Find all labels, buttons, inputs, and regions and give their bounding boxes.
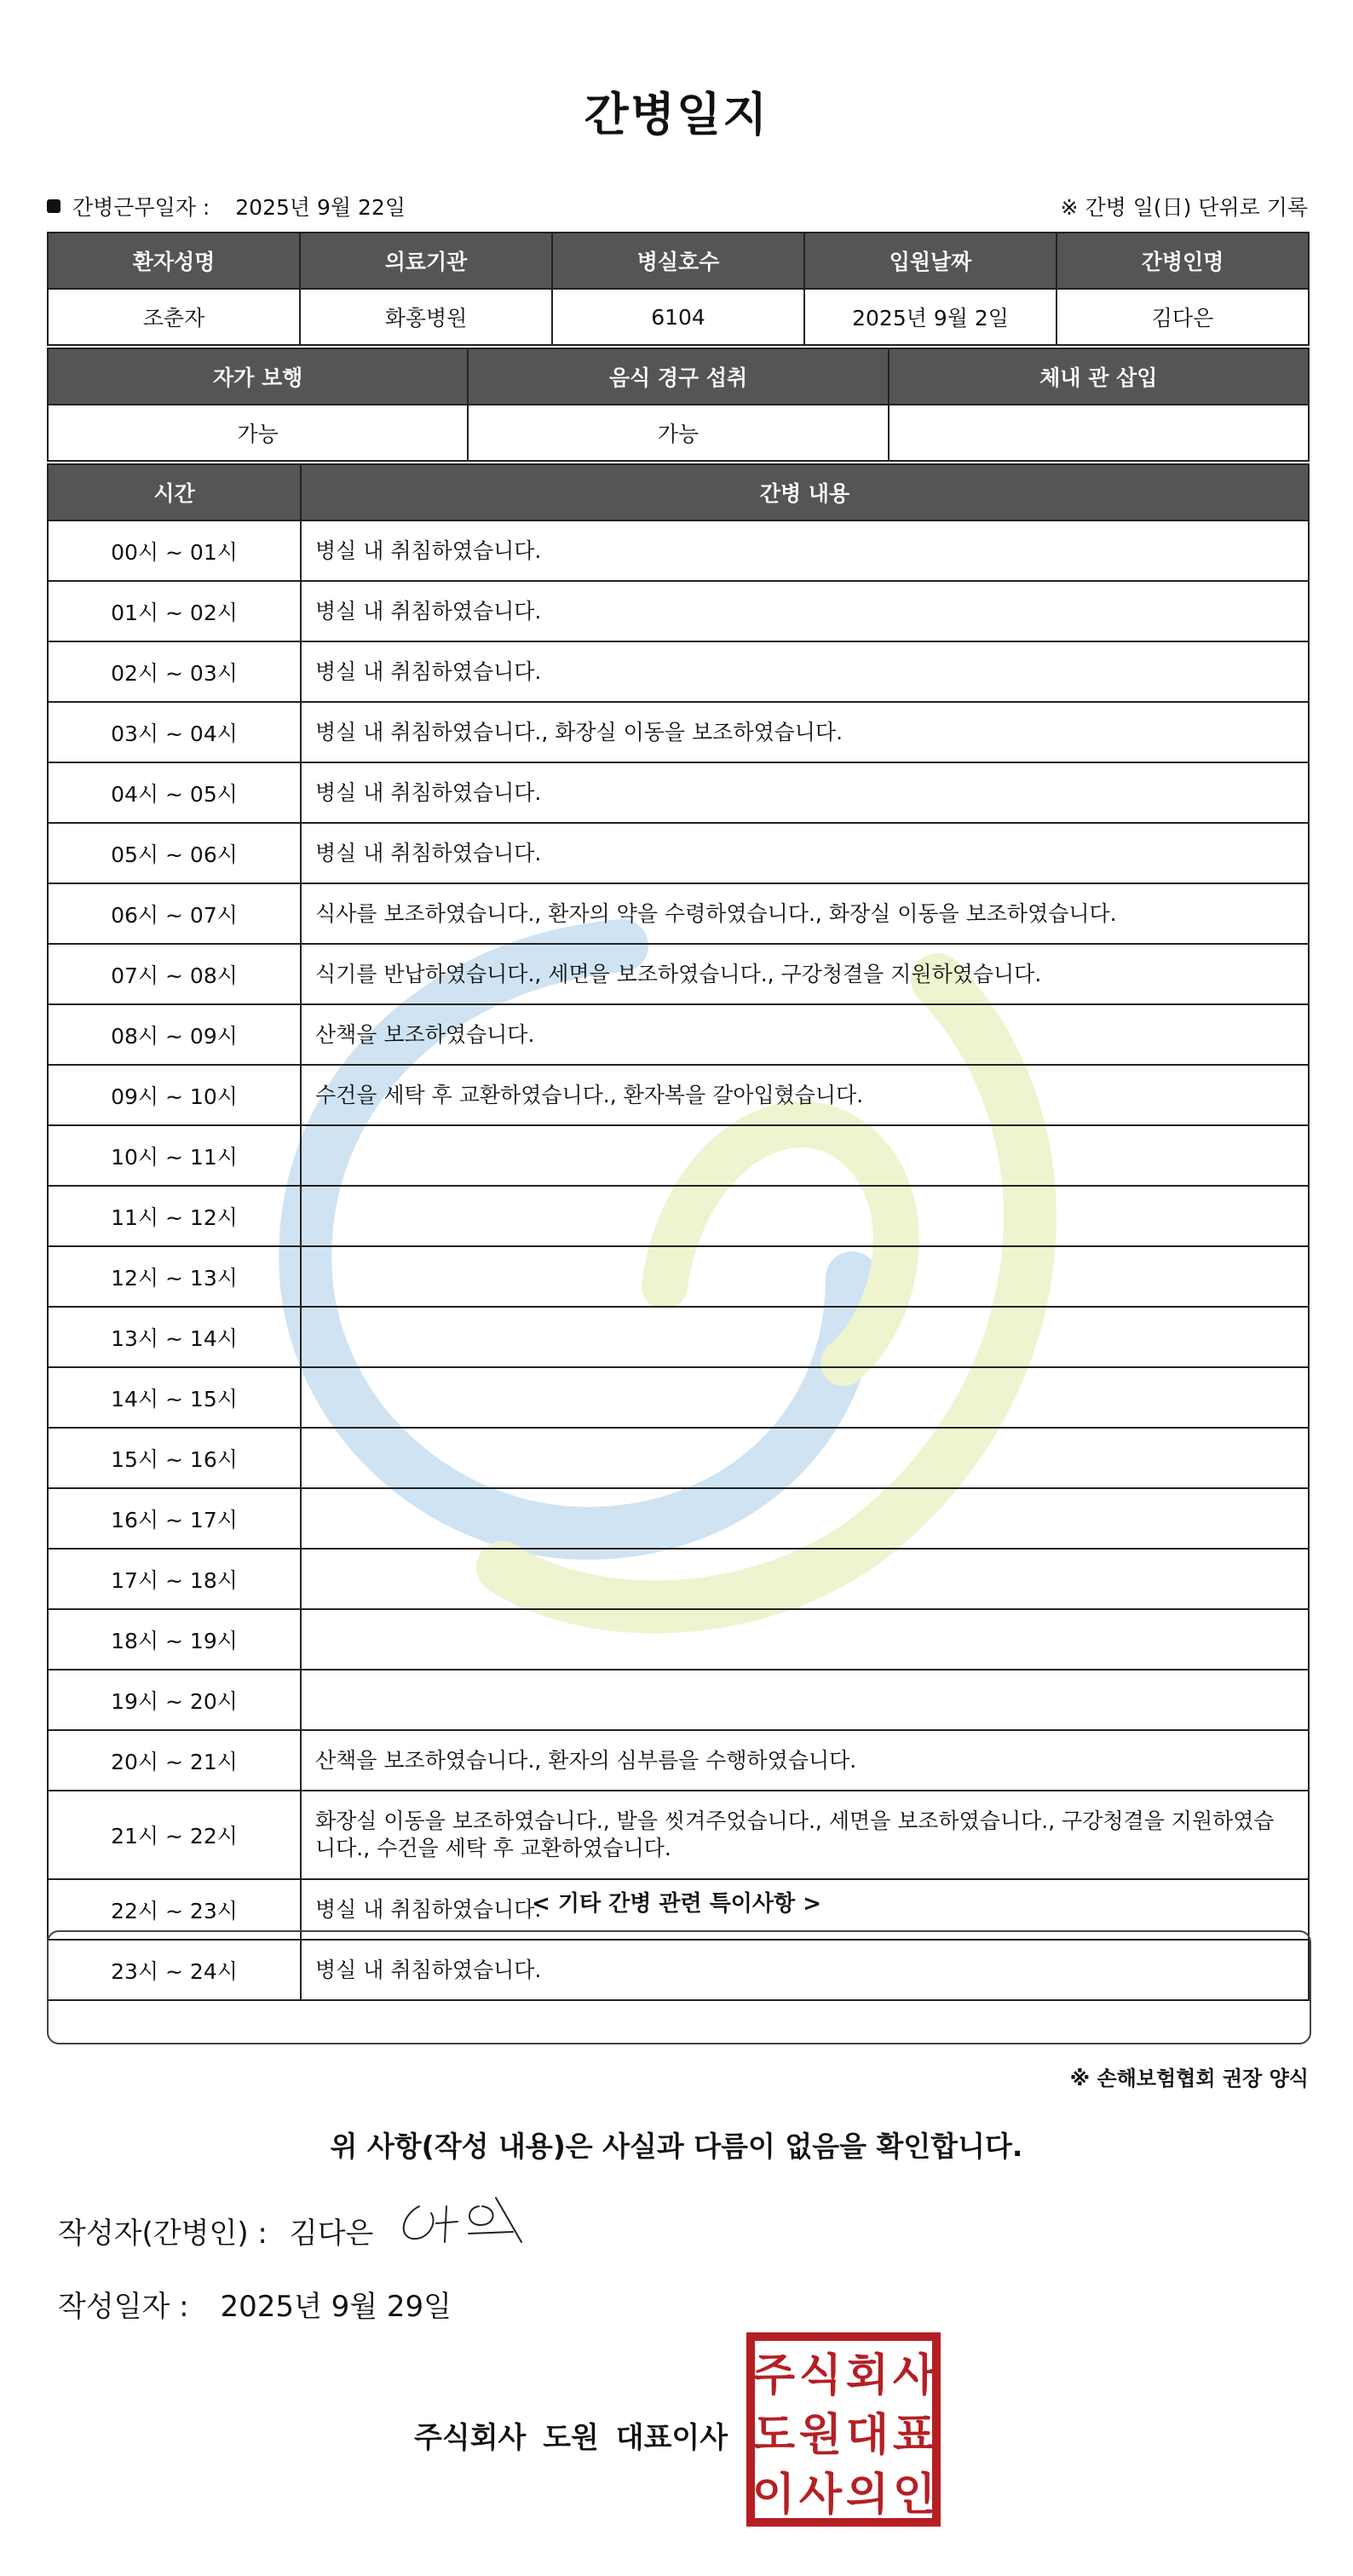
- record-note: ※ 간병 일(日) 단위로 기록: [1060, 195, 1308, 220]
- seal-char: 사: [798, 2470, 843, 2521]
- care-content: 산책을 보조하였습니다.: [301, 1004, 1309, 1065]
- care-log-row: [48, 1246, 1309, 1307]
- patient-info-value-row: [48, 289, 1309, 345]
- care-log-row: [48, 520, 1309, 581]
- care-content: [301, 1367, 1309, 1428]
- care-content: [301, 1488, 1309, 1549]
- seal-char: 이: [751, 2470, 796, 2521]
- work-date-value: 2025년 9월 22일: [235, 195, 406, 220]
- care-content: 수건을 세탁 후 교환하였습니다., 환자복을 갈아입혔습니다.: [301, 1065, 1309, 1125]
- ability-table: [47, 348, 1310, 462]
- time-slot: 21시 ~ 22시: [48, 1791, 301, 1879]
- writer-label: 작성자(간병인) :: [58, 2217, 268, 2251]
- seal-char: 주: [751, 2350, 796, 2401]
- care-log-row: [48, 702, 1309, 762]
- company-name: 주식회사 도원 대표이사: [414, 2421, 728, 2455]
- hospital-name: 화홍병원: [300, 289, 552, 345]
- self-walking-value: 가능: [48, 405, 468, 461]
- care-log-row: [48, 1186, 1309, 1246]
- tube-insertion-value: [889, 405, 1309, 461]
- writer-line: [58, 2210, 373, 2251]
- document-title: 간병일지: [584, 88, 769, 141]
- care-log-row: [48, 883, 1309, 944]
- care-content: [301, 1549, 1309, 1609]
- work-date-label: 간병근무일자 :: [72, 195, 210, 220]
- care-log-row: [48, 1670, 1309, 1730]
- seal-char: 회: [845, 2350, 890, 2401]
- time-slot: 17시 ~ 18시: [48, 1549, 301, 1609]
- care-content: [301, 1246, 1309, 1307]
- time-slot: 03시 ~ 04시: [48, 702, 301, 762]
- seal-char: 대: [845, 2410, 890, 2461]
- header-oral-intake: 음식 경구 섭취: [468, 348, 888, 405]
- time-slot: 18시 ~ 19시: [48, 1609, 301, 1670]
- patient-info-header-row: [48, 233, 1309, 289]
- time-slot: 20시 ~ 21시: [48, 1730, 301, 1791]
- write-date-line: [58, 2283, 452, 2325]
- seal-char: 의: [845, 2470, 890, 2521]
- company-seal-icon: [746, 2332, 941, 2527]
- time-slot: 14시 ~ 15시: [48, 1367, 301, 1428]
- care-log-header-row: [48, 464, 1309, 520]
- care-log-row: [48, 1791, 1309, 1879]
- confirm-statement: 위 사항(작성 내용)은 사실과 다름이 없음을 확인합니다.: [330, 2130, 1023, 2163]
- care-log-body: [48, 520, 1309, 2000]
- care-content: [301, 1609, 1309, 1670]
- care-content: 산책을 보조하였습니다., 환자의 심부름을 수행하였습니다.: [301, 1730, 1309, 1791]
- care-log-row: [48, 1367, 1309, 1428]
- write-date-label: 작성일자 :: [58, 2290, 189, 2324]
- recommend-note: ※ 손해보험협회 권장 양식: [1069, 2067, 1309, 2090]
- header-time: 시간: [48, 464, 301, 520]
- meta-row: [47, 187, 1308, 225]
- header-hospital: 의료기관: [300, 233, 552, 289]
- seal-char: 식: [798, 2350, 843, 2401]
- notes-title: < 기타 간병 관련 특이사항 >: [532, 1891, 821, 1917]
- time-slot: 02시 ~ 03시: [48, 641, 301, 702]
- time-slot: 13시 ~ 14시: [48, 1307, 301, 1367]
- patient-name: 조춘자: [48, 289, 300, 345]
- square-bullet-icon: [47, 199, 60, 213]
- care-content: 병실 내 취침하였습니다.: [301, 823, 1309, 883]
- patient-info-table: [47, 232, 1310, 346]
- room-number: 6104: [552, 289, 804, 345]
- care-content: [301, 1670, 1309, 1730]
- time-slot: 06시 ~ 07시: [48, 883, 301, 944]
- care-log-row: [48, 1004, 1309, 1065]
- header-care-content: 간병 내용: [301, 464, 1309, 520]
- care-log-row: [48, 1609, 1309, 1670]
- care-log-row: [48, 581, 1309, 641]
- care-log-row: [48, 641, 1309, 702]
- care-content: 병실 내 취침하였습니다., 화장실 이동을 보조하였습니다.: [301, 702, 1309, 762]
- time-slot: 16시 ~ 17시: [48, 1488, 301, 1549]
- care-content: [301, 1428, 1309, 1488]
- work-date-group: [47, 191, 406, 221]
- signature-icon: [394, 2189, 547, 2251]
- care-log-row: [48, 823, 1309, 883]
- care-log-row: [48, 944, 1309, 1004]
- time-slot: 07시 ~ 08시: [48, 944, 301, 1004]
- time-slot: 00시 ~ 01시: [48, 520, 301, 581]
- notes-box: [47, 1930, 1311, 2044]
- care-content: 병실 내 취침하였습니다.: [301, 1940, 1309, 2000]
- time-slot: 11시 ~ 12시: [48, 1186, 301, 1246]
- header-tube-insertion: 체내 관 삽입: [889, 348, 1309, 405]
- header-caregiver-name: 간병인명: [1056, 233, 1309, 289]
- writer-name: 김다은: [289, 2217, 374, 2251]
- care-content: 병실 내 취침하였습니다.: [301, 762, 1309, 823]
- care-log-row: [48, 1730, 1309, 1791]
- time-slot: 05시 ~ 06시: [48, 823, 301, 883]
- header-patient-name: 환자성명: [48, 233, 300, 289]
- seal-char: 인: [892, 2470, 936, 2521]
- header-room-number: 병실호수: [552, 233, 804, 289]
- care-log-row: [48, 1549, 1309, 1609]
- ability-header-row: [48, 348, 1309, 405]
- write-date-value: 2025년 9월 29일: [220, 2290, 452, 2324]
- care-content: 식사를 보조하였습니다., 환자의 약을 수령하였습니다., 화장실 이동을 보조하였습니다.: [301, 883, 1309, 944]
- time-slot: 19시 ~ 20시: [48, 1670, 301, 1730]
- care-content: [301, 1307, 1309, 1367]
- seal-char: 표: [892, 2410, 936, 2461]
- seal-char: 원: [798, 2410, 843, 2461]
- time-slot: 12시 ~ 13시: [48, 1246, 301, 1307]
- care-content: 병실 내 취침하였습니다.: [301, 520, 1309, 581]
- ability-value-row: [48, 405, 1309, 461]
- care-content: [301, 1186, 1309, 1246]
- care-content: 화장실 이동을 보조하였습니다., 발을 씻겨주었습니다., 세면을 보조하였습니다., 구강청결을 지원하였습니다., 수건을 세탁 후 교환하였습니다.: [301, 1791, 1309, 1879]
- header-self-walking: 자가 보행: [48, 348, 468, 405]
- time-slot: 23시 ~ 24시: [48, 1940, 301, 2000]
- care-log-row: [48, 1125, 1309, 1186]
- care-content: 병실 내 취침하였습니다.: [301, 581, 1309, 641]
- care-log-table: [47, 463, 1310, 2001]
- care-content: 식기를 반납하였습니다., 세면을 보조하였습니다., 구강청결을 지원하였습니다.: [301, 944, 1309, 1004]
- time-slot: 09시 ~ 10시: [48, 1065, 301, 1125]
- care-content: [301, 1125, 1309, 1186]
- care-log-row: [48, 1488, 1309, 1549]
- care-content: 병실 내 취침하였습니다.: [301, 1879, 1309, 1940]
- seal-char: 사: [892, 2350, 936, 2401]
- time-slot: 15시 ~ 16시: [48, 1428, 301, 1488]
- care-content: 병실 내 취침하였습니다.: [301, 641, 1309, 702]
- care-log-row: [48, 1307, 1309, 1367]
- oral-intake-value: 가능: [468, 405, 888, 461]
- care-log-row: [48, 1065, 1309, 1125]
- admission-date: 2025년 9월 2일: [804, 289, 1056, 345]
- time-slot: 04시 ~ 05시: [48, 762, 301, 823]
- seal-char: 도: [751, 2410, 796, 2461]
- care-log-row: [48, 1428, 1309, 1488]
- time-slot: 08시 ~ 09시: [48, 1004, 301, 1065]
- time-slot: 10시 ~ 11시: [48, 1125, 301, 1186]
- care-log-row: [48, 762, 1309, 823]
- caregiver-name: 김다은: [1056, 289, 1309, 345]
- header-admission-date: 입원날짜: [804, 233, 1056, 289]
- time-slot: 22시 ~ 23시: [48, 1879, 301, 1940]
- time-slot: 01시 ~ 02시: [48, 581, 301, 641]
